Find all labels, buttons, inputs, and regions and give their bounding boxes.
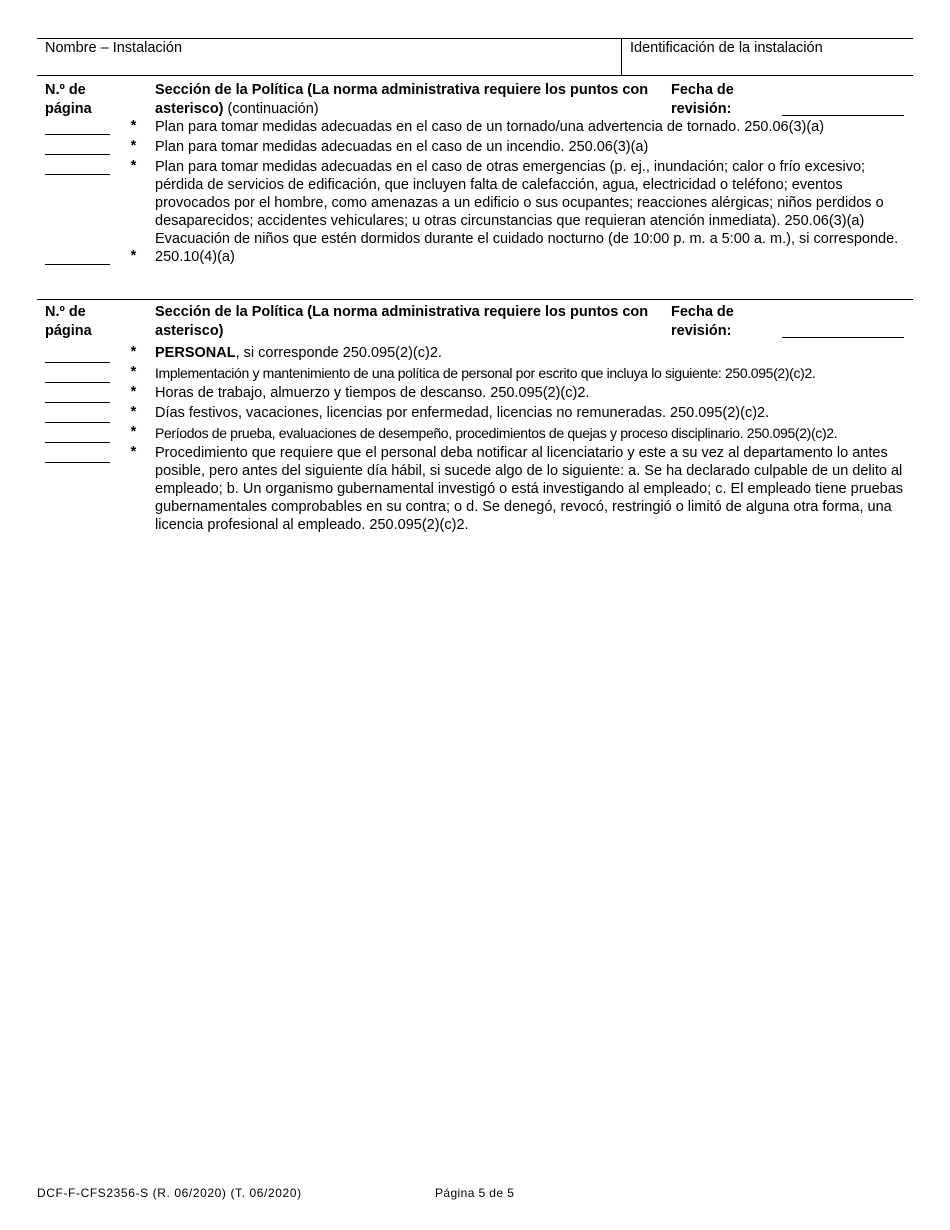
personal-heading: PERSONAL [155,345,236,361]
header-divider [621,39,622,75]
required-asterisk: * [130,138,136,154]
required-asterisk: * [130,404,136,420]
required-asterisk: * [130,364,136,380]
policy-item-text: Horas de trabajo, almuerzo y tiempos de descanso. 250.095(2)(c)2. [155,385,590,401]
page-number: Página 5 de 5 [435,1186,515,1200]
date-heading-line2: revisión: [671,101,732,117]
policy-item-text: Períodos de prueba, evaluaciones de desempeño, procedimientos de quejas y proceso disciplinario. 250.095(2)(c)2. [155,425,838,441]
revision-date-field[interactable] [782,337,904,338]
required-asterisk: * [130,158,136,174]
page-number-field[interactable] [45,402,110,403]
facility-id-label: Identificación de la instalación [630,40,823,56]
page-heading-line2: página [45,323,92,339]
section-1-title-suffix: (continuación) [223,101,319,117]
policy-item [37,158,913,230]
page-number-field[interactable] [45,134,110,135]
form-id: DCF-F-CFS2356-S (R. 06/2020) (T. 06/2020) [37,1186,302,1200]
date-heading-line2: revisión: [671,323,732,339]
policy-item [37,364,913,382]
section-2-title-bold: Sección de la Política (La norma administrativa requiere los puntos con asterisco) [155,304,649,339]
revision-date-heading [671,303,734,341]
page-number-field[interactable] [45,264,110,265]
policy-item-text: Días festivos, vacaciones, licencias por enfermedad, licencias no remuneradas. 250.095(2)(c)2. [155,405,770,421]
header-box [37,38,913,76]
page-number-field[interactable] [45,362,110,363]
page-heading-line2: página [45,101,92,117]
policy-item [37,404,913,422]
section-2-header [37,300,913,340]
policy-item [37,384,913,402]
section-1-title [155,81,665,119]
facility-name-label: Nombre – Instalación [45,40,183,56]
required-asterisk: * [130,444,136,460]
policy-item [37,444,913,534]
policy-item-text [155,344,905,362]
required-asterisk: * [130,384,136,400]
policy-item [37,344,913,362]
page-number-field[interactable] [45,382,110,383]
revision-date-field[interactable] [782,115,904,116]
page-number-field[interactable] [45,154,110,155]
policy-item-text: Evacuación de niños que estén dormidos durante el cuidado nocturno (de 10:00 p. m. a 5:00 a. m.), si corresponde. 250.10(4)(a) [155,231,899,265]
policy-item-text: Plan para tomar medidas adecuadas en el caso de un incendio. 250.06(3)(a) [155,139,649,155]
section-2-title [155,303,665,341]
page-heading-line1: N.º de [45,304,86,320]
policy-item [37,138,913,156]
policy-item-text: Implementación y mantenimiento de una política de personal por escrito que incluya lo siguiente: 250.095(2)(c)2. [155,365,816,381]
page-heading-line1: N.º de [45,82,86,98]
required-asterisk: * [130,248,136,264]
page-number-field[interactable] [45,174,110,175]
revision-date-heading [671,81,734,119]
page-number-field[interactable] [45,422,110,423]
policy-section-2 [37,299,913,534]
policy-item-text: Plan para tomar medidas adecuadas en el caso de otras emergencias (p. ej., inundación; calor o frío excesivo; pérdida de servicios de edificación, que incluyen falta de calefacción, agua, electricidad o teléfono; eventos provocados por el hombre, como amenazas a un edificio o sus ocupantes; reacciones alérgicas; niños perdidos o desaparecidos; accidentes vehiculares; u otras circunstancias que requieran atención inmediata). 250.06(3)(a) [155,159,884,229]
required-asterisk: * [130,424,136,440]
policy-item [37,118,913,136]
required-asterisk: * [130,344,136,360]
date-heading-line1: Fecha de [671,304,734,320]
page-number-field[interactable] [45,442,110,443]
section-1-title-bold: Sección de la Política (La norma administrativa requiere los puntos con asterisco) [155,82,649,117]
page-number-field[interactable] [45,462,110,463]
page-number-heading [45,81,92,119]
section-1-header [37,78,913,118]
policy-section-1 [37,78,913,266]
policy-item [37,230,913,266]
page-number-heading [45,303,92,341]
policy-item-text-rest: , si corresponde 250.095(2)(c)2. [235,345,442,361]
policy-item-text: Procedimiento que requiere que el personal deba notificar al licenciatario y este a su vez al departamento lo antes posible, pero antes del siguiente día hábil, si sucede algo de lo siguiente: a. Se ha declarado culpable de un delito al empleado; b. Un organismo gubernamental investigó o está investigando al empleado; c. El empleado tiene pruebas gubernamentales comprobables en su contra; o d. Se denegó, revocó, restringió o limitó de alguna otra forma, una licencia profesional al empleado. 250.095(2)(c)2. [155,445,904,533]
policy-item-text: Plan para tomar medidas adecuadas en el caso de un tornado/una advertencia de tornado. 250.06(3)(a) [155,119,825,135]
required-asterisk: * [130,118,136,134]
date-heading-line1: Fecha de [671,82,734,98]
policy-item [37,424,913,442]
